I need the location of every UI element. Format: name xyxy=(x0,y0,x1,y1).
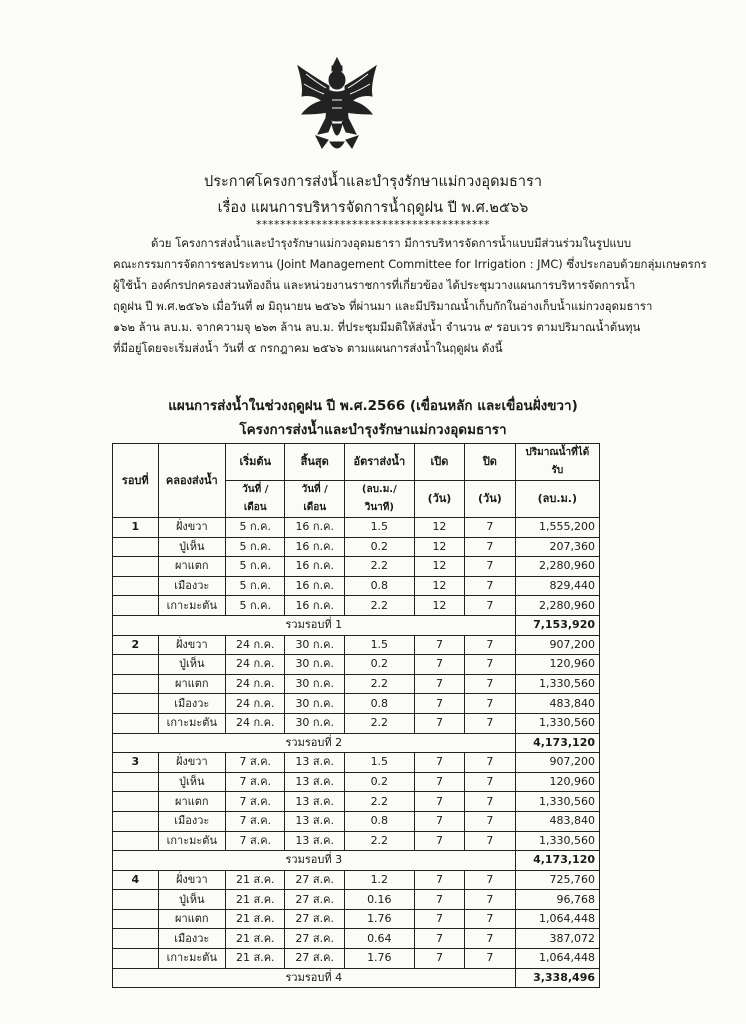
canal-cell: เมืองวะ xyxy=(158,694,225,714)
water-delivery-table xyxy=(112,443,600,988)
start-date-cell: 24 ก.ค. xyxy=(226,694,285,714)
canal-cell: เกาะมะตัน xyxy=(158,596,225,616)
table-row xyxy=(113,890,600,910)
round-total-label: รวมรอบที่ 2 xyxy=(113,733,516,753)
rate-cell: 0.8 xyxy=(344,694,414,714)
round-total-value: 4,173,120 xyxy=(515,851,599,871)
table-row xyxy=(113,518,600,538)
open-days-cell: 7 xyxy=(414,694,464,714)
start-date-cell: 5 ก.ค. xyxy=(226,557,285,577)
start-date-cell: 24 ก.ค. xyxy=(226,674,285,694)
canal-cell: ผาแตก xyxy=(158,557,225,577)
open-days-cell: 12 xyxy=(414,518,464,538)
body-line: ๑๖๒ ล้าน ลบ.ม. จากความจุ ๒๖๓ ล้าน ลบ.ม. ที่ประชุมมีมติให้ส่งน้ำ จำนวน ๙ รอบเวร ตามปริมาณน้ำต้นทุน xyxy=(113,320,641,334)
close-days-cell: 7 xyxy=(465,537,515,557)
canal-cell: ฝั่งขวา xyxy=(158,753,225,773)
start-date-cell: 21 ส.ค. xyxy=(226,929,285,949)
rate-cell: 0.8 xyxy=(344,811,414,831)
end-date-cell: 27 ส.ค. xyxy=(285,949,344,969)
open-days-cell: 7 xyxy=(414,870,464,890)
round-cell xyxy=(113,949,159,969)
open-days-cell: 7 xyxy=(414,713,464,733)
close-days-cell: 7 xyxy=(465,576,515,596)
rate-cell: 1.76 xyxy=(344,909,414,929)
open-days-cell: 7 xyxy=(414,929,464,949)
round-cell: 2 xyxy=(113,635,159,655)
close-days-cell: 7 xyxy=(465,694,515,714)
open-days-cell: 12 xyxy=(414,557,464,577)
start-date-cell: 5 ก.ค. xyxy=(226,596,285,616)
open-days-cell: 7 xyxy=(414,831,464,851)
col-end-unit: วันที่ / เดือน xyxy=(285,481,344,518)
start-date-cell: 24 ก.ค. xyxy=(226,713,285,733)
volume-cell: 725,760 xyxy=(515,870,599,890)
volume-cell: 1,064,448 xyxy=(515,909,599,929)
close-days-cell: 7 xyxy=(465,753,515,773)
start-date-cell: 5 ก.ค. xyxy=(226,537,285,557)
round-cell xyxy=(113,772,159,792)
open-days-cell: 7 xyxy=(414,811,464,831)
announcement-body xyxy=(113,233,707,359)
plan-title: แผนการส่งน้ำในช่วงฤดูฝน ปี พ.ศ.2566 (เขื่อนหลัก และเขื่อนฝั่งขวา) xyxy=(168,398,578,414)
open-days-cell: 12 xyxy=(414,596,464,616)
round-total-label: รวมรอบที่ 1 xyxy=(113,615,516,635)
round-total-label: รวมรอบที่ 4 xyxy=(113,968,516,988)
end-date-cell: 27 ส.ค. xyxy=(285,909,344,929)
end-date-cell: 30 ก.ค. xyxy=(285,674,344,694)
round-cell: 4 xyxy=(113,870,159,890)
volume-cell: 1,330,560 xyxy=(515,831,599,851)
open-days-cell: 12 xyxy=(414,537,464,557)
open-days-cell: 7 xyxy=(414,772,464,792)
start-date-cell: 21 ส.ค. xyxy=(226,949,285,969)
rate-cell: 2.2 xyxy=(344,831,414,851)
rate-cell: 2.2 xyxy=(344,674,414,694)
end-date-cell: 16 ก.ค. xyxy=(285,557,344,577)
table-row xyxy=(113,655,600,675)
round-cell xyxy=(113,674,159,694)
table-row xyxy=(113,792,600,812)
col-end: สิ้นสุด xyxy=(285,444,344,481)
start-date-cell: 5 ก.ค. xyxy=(226,518,285,538)
open-days-cell: 7 xyxy=(414,753,464,773)
announcement-title: ประกาศโครงการส่งน้ำและบำรุงรักษาแม่กวงอุดมธารา xyxy=(204,174,542,190)
col-rate: อัตราส่งน้ำ xyxy=(344,444,414,481)
table-row xyxy=(113,772,600,792)
start-date-cell: 5 ก.ค. xyxy=(226,576,285,596)
volume-cell: 1,330,560 xyxy=(515,792,599,812)
open-days-cell: 7 xyxy=(414,674,464,694)
close-days-cell: 7 xyxy=(465,929,515,949)
canal-cell: ปู่เห็น xyxy=(158,890,225,910)
volume-cell: 120,960 xyxy=(515,772,599,792)
end-date-cell: 13 ส.ค. xyxy=(285,831,344,851)
rate-cell: 0.2 xyxy=(344,772,414,792)
end-date-cell: 16 ก.ค. xyxy=(285,537,344,557)
plan-subtitle: โครงการส่งน้ำและบำรุงรักษาแม่กวงอุดมธารา xyxy=(239,422,507,438)
canal-cell: ผาแตก xyxy=(158,909,225,929)
end-date-cell: 16 ก.ค. xyxy=(285,596,344,616)
open-days-cell: 7 xyxy=(414,655,464,675)
col-open: เปิด xyxy=(414,444,464,481)
canal-cell: ฝั่งขวา xyxy=(158,635,225,655)
end-date-cell: 27 ส.ค. xyxy=(285,929,344,949)
rate-cell: 1.2 xyxy=(344,870,414,890)
rate-cell: 1.5 xyxy=(344,635,414,655)
close-days-cell: 7 xyxy=(465,713,515,733)
open-days-cell: 7 xyxy=(414,890,464,910)
open-days-cell: 7 xyxy=(414,792,464,812)
end-date-cell: 30 ก.ค. xyxy=(285,713,344,733)
round-cell xyxy=(113,596,159,616)
end-date-cell: 13 ส.ค. xyxy=(285,753,344,773)
body-line: คณะกรรมการจัดการชลประทาน (Joint Management Committee for Irrigation : JMC) ซึ่งประกอบด้วยกลุ่มเกษตรกร xyxy=(113,257,707,271)
volume-cell: 207,360 xyxy=(515,537,599,557)
table-row xyxy=(113,949,600,969)
table-row xyxy=(113,537,600,557)
volume-cell: 1,555,200 xyxy=(515,518,599,538)
end-date-cell: 13 ส.ค. xyxy=(285,772,344,792)
table-row xyxy=(113,753,600,773)
rate-cell: 1.5 xyxy=(344,753,414,773)
col-rate-unit: (ลบ.ม./วินาที) xyxy=(344,481,414,518)
canal-cell: เมืองวะ xyxy=(158,811,225,831)
volume-cell: 387,072 xyxy=(515,929,599,949)
round-total-row xyxy=(113,615,600,635)
rate-cell: 2.2 xyxy=(344,557,414,577)
col-round: รอบที่ xyxy=(113,444,159,518)
round-cell xyxy=(113,890,159,910)
col-volume-unit: (ลบ.ม.) xyxy=(515,481,599,518)
col-start: เริ่มต้น xyxy=(226,444,285,481)
volume-cell: 483,840 xyxy=(515,694,599,714)
table-body xyxy=(113,518,600,988)
close-days-cell: 7 xyxy=(465,557,515,577)
col-close: ปิด xyxy=(465,444,515,481)
volume-cell: 483,840 xyxy=(515,811,599,831)
close-days-cell: 7 xyxy=(465,635,515,655)
volume-cell: 2,280,960 xyxy=(515,557,599,577)
table-row xyxy=(113,831,600,851)
start-date-cell: 7 ส.ค. xyxy=(226,831,285,851)
round-total-row xyxy=(113,733,600,753)
close-days-cell: 7 xyxy=(465,596,515,616)
start-date-cell: 7 ส.ค. xyxy=(226,753,285,773)
canal-cell: ปู่เห็น xyxy=(158,537,225,557)
canal-cell: เกาะมะตัน xyxy=(158,949,225,969)
start-date-cell: 7 ส.ค. xyxy=(226,772,285,792)
round-total-label: รวมรอบที่ 3 xyxy=(113,851,516,871)
body-line: ด้วย โครงการส่งน้ำและบำรุงรักษาแม่กวงอุดมธารา มีการบริหารจัดการน้ำแบบมีส่วนร่วมในรูปแบบ xyxy=(151,236,632,250)
canal-cell: ฝั่งขวา xyxy=(158,518,225,538)
start-date-cell: 21 ส.ค. xyxy=(226,890,285,910)
table-row xyxy=(113,811,600,831)
close-days-cell: 7 xyxy=(465,674,515,694)
body-line: ที่มีอยู่โดยจะเริ่มส่งน้ำ วันที่ ๕ กรกฎาคม ๒๕๖๖ ตามแผนการส่งน้ำในฤดูฝน ดังนี้ xyxy=(113,341,503,355)
table-row xyxy=(113,674,600,694)
rate-cell: 0.2 xyxy=(344,537,414,557)
table-row xyxy=(113,557,600,577)
canal-cell: เกาะมะตัน xyxy=(158,831,225,851)
end-date-cell: 27 ส.ค. xyxy=(285,870,344,890)
col-volume: ปริมาณน้ำที่ได้รับ xyxy=(515,444,599,481)
table-row xyxy=(113,576,600,596)
round-cell xyxy=(113,831,159,851)
end-date-cell: 27 ส.ค. xyxy=(285,890,344,910)
round-cell xyxy=(113,811,159,831)
close-days-cell: 7 xyxy=(465,792,515,812)
end-date-cell: 30 ก.ค. xyxy=(285,694,344,714)
canal-cell: เกาะมะตัน xyxy=(158,713,225,733)
canal-cell: ผาแตก xyxy=(158,674,225,694)
end-date-cell: 13 ส.ค. xyxy=(285,811,344,831)
open-days-cell: 7 xyxy=(414,949,464,969)
volume-cell: 96,768 xyxy=(515,890,599,910)
end-date-cell: 30 ก.ค. xyxy=(285,655,344,675)
start-date-cell: 24 ก.ค. xyxy=(226,635,285,655)
table-row xyxy=(113,635,600,655)
canal-cell: ปู่เห็น xyxy=(158,655,225,675)
table-row xyxy=(113,870,600,890)
canal-cell: ปู่เห็น xyxy=(158,772,225,792)
table-row xyxy=(113,713,600,733)
open-days-cell: 7 xyxy=(414,635,464,655)
round-cell xyxy=(113,792,159,812)
round-cell xyxy=(113,537,159,557)
start-date-cell: 21 ส.ค. xyxy=(226,870,285,890)
rate-cell: 2.2 xyxy=(344,596,414,616)
close-days-cell: 7 xyxy=(465,772,515,792)
col-start-unit: วันที่ / เดือน xyxy=(226,481,285,518)
round-cell xyxy=(113,713,159,733)
body-line: ฤดูฝน ปี พ.ศ.๒๕๖๖ เมื่อวันที่ ๗ มิถุนายน ๒๕๖๖ ที่ผ่านมา และมีปริมาณน้ำเก็บกักในอ่างเก็บน้ำแม่กวงอุดมธารา xyxy=(113,299,653,313)
volume-cell: 1,330,560 xyxy=(515,713,599,733)
round-cell: 3 xyxy=(113,753,159,773)
rate-cell: 2.2 xyxy=(344,713,414,733)
volume-cell: 829,440 xyxy=(515,576,599,596)
start-date-cell: 7 ส.ค. xyxy=(226,811,285,831)
round-cell xyxy=(113,909,159,929)
open-days-cell: 7 xyxy=(414,909,464,929)
volume-cell: 907,200 xyxy=(515,753,599,773)
start-date-cell: 24 ก.ค. xyxy=(226,655,285,675)
round-cell xyxy=(113,655,159,675)
round-total-row xyxy=(113,851,600,871)
volume-cell: 1,064,448 xyxy=(515,949,599,969)
title-separator: *************************************** xyxy=(256,218,490,231)
start-date-cell: 7 ส.ค. xyxy=(226,792,285,812)
announcement-subject: เรื่อง แผนการบริหารจัดการน้ำฤดูฝน ปี พ.ศ.๒๕๖๖ xyxy=(217,200,529,216)
rate-cell: 0.8 xyxy=(344,576,414,596)
canal-cell: เมืองวะ xyxy=(158,576,225,596)
close-days-cell: 7 xyxy=(465,831,515,851)
table-header-row xyxy=(113,444,600,481)
col-canal: คลองส่งน้ำ xyxy=(158,444,225,518)
round-cell xyxy=(113,929,159,949)
end-date-cell: 13 ส.ค. xyxy=(285,792,344,812)
open-days-cell: 12 xyxy=(414,576,464,596)
rate-cell: 1.76 xyxy=(344,949,414,969)
body-line: ผู้ใช้น้ำ องค์กรปกครองส่วนท้องถิ่น และหน่วยงานราชการที่เกี่ยวข้อง ได้ประชุมวางแผนการบริหารจัดการน้ำ xyxy=(113,278,636,292)
close-days-cell: 7 xyxy=(465,811,515,831)
rate-cell: 0.2 xyxy=(344,655,414,675)
round-total-value: 3,338,496 xyxy=(515,968,599,988)
canal-cell: ผาแตก xyxy=(158,792,225,812)
round-total-row xyxy=(113,968,600,988)
round-cell xyxy=(113,576,159,596)
rate-cell: 2.2 xyxy=(344,792,414,812)
table-row xyxy=(113,929,600,949)
rate-cell: 0.16 xyxy=(344,890,414,910)
close-days-cell: 7 xyxy=(465,655,515,675)
end-date-cell: 16 ก.ค. xyxy=(285,576,344,596)
close-days-cell: 7 xyxy=(465,949,515,969)
close-days-cell: 7 xyxy=(465,518,515,538)
table-row xyxy=(113,694,600,714)
rate-cell: 0.64 xyxy=(344,929,414,949)
table-row xyxy=(113,596,600,616)
round-total-value: 7,153,920 xyxy=(515,615,599,635)
end-date-cell: 30 ก.ค. xyxy=(285,635,344,655)
table-row xyxy=(113,909,600,929)
close-days-cell: 7 xyxy=(465,890,515,910)
col-open-unit: (วัน) xyxy=(414,481,464,518)
start-date-cell: 21 ส.ค. xyxy=(226,909,285,929)
volume-cell: 120,960 xyxy=(515,655,599,675)
canal-cell: เมืองวะ xyxy=(158,929,225,949)
round-cell xyxy=(113,694,159,714)
close-days-cell: 7 xyxy=(465,909,515,929)
col-close-unit: (วัน) xyxy=(465,481,515,518)
volume-cell: 907,200 xyxy=(515,635,599,655)
volume-cell: 2,280,960 xyxy=(515,596,599,616)
round-cell xyxy=(113,557,159,577)
rate-cell: 1.5 xyxy=(344,518,414,538)
close-days-cell: 7 xyxy=(465,870,515,890)
round-total-value: 4,173,120 xyxy=(515,733,599,753)
end-date-cell: 16 ก.ค. xyxy=(285,518,344,538)
garuda-emblem-icon xyxy=(292,56,382,156)
canal-cell: ฝั่งขวา xyxy=(158,870,225,890)
volume-cell: 1,330,560 xyxy=(515,674,599,694)
round-cell: 1 xyxy=(113,518,159,538)
